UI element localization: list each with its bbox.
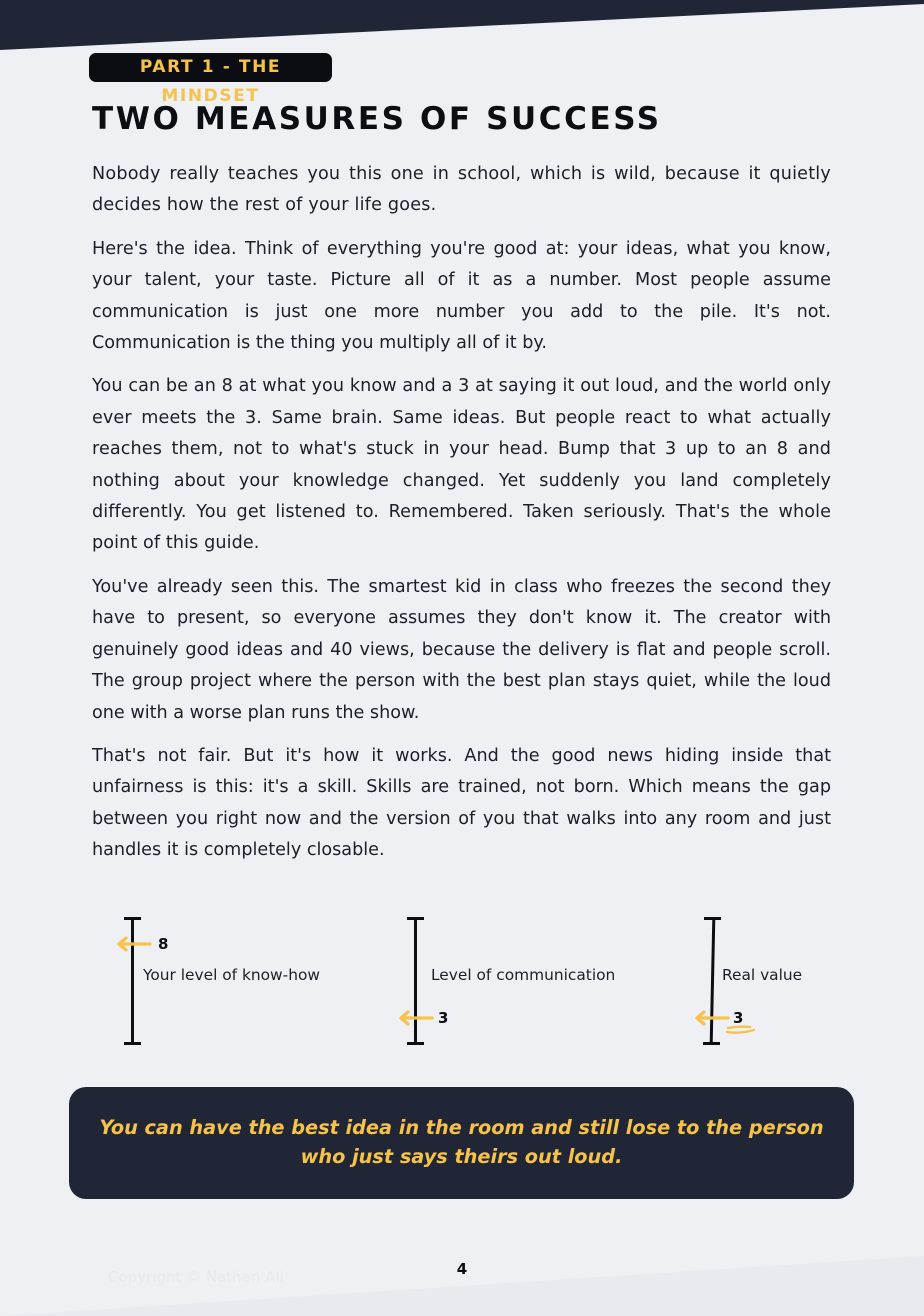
arrow-left-icon — [396, 1010, 434, 1026]
scale-caption: Your level of know-how — [143, 966, 320, 984]
underline-scribble-icon — [724, 1024, 758, 1036]
quote-text — [69, 1114, 854, 1171]
page-number: 4 — [456, 1260, 468, 1278]
scale-value: 8 — [158, 935, 169, 953]
paragraph: Nobody really teaches you this one in school, which is wild, because it quietly decides how the rest of your life goes. — [92, 164, 831, 216]
part-label-badge: PART 1 - THE MINDSET — [89, 53, 332, 82]
body-text — [92, 159, 831, 879]
copyright-watermark: Copyright © Nathan Ali — [108, 1268, 284, 1286]
arrow-left-icon — [114, 936, 152, 952]
paragraph: You've already seen this. The smartest kid in class who freezes the second they have to present, so everyone assumes they don't know it. The creator with genuinely good ideas and 40 views, because the delivery is flat and people scroll. The group project where the person with the best plan stays quiet, while the loud one with a worse plan runs the show. — [92, 576, 831, 723]
scale-caption: Real value — [722, 966, 803, 984]
quote-line: You can have the best idea in the room and still lose to the person — [99, 1116, 824, 1139]
paragraph: Here's the idea. Think of everything you're good at: your ideas, what you know, your talent, your taste. Picture all of it as a number. Most people assume communication is just one more number you add to the pile. It's not. Communication is the thing you multiply all of it by. — [92, 238, 831, 354]
scale-bottom-cap — [703, 1042, 720, 1045]
quote-line: who just says theirs out loud. — [300, 1144, 623, 1168]
top-banner-shape — [0, 0, 924, 60]
scale-value: 3 — [438, 1009, 449, 1027]
quote-callout — [69, 1087, 854, 1199]
scale-caption: Level of communication — [431, 966, 616, 984]
scale-value: 3 — [733, 1009, 744, 1027]
scale-bottom-cap — [124, 1042, 141, 1045]
scale-bottom-cap — [407, 1042, 424, 1045]
paragraph: You can be an 8 at what you know and a 3 at saying it out loud, and the world only ever meets the 3. Same brain. Same ideas. But people react to what actually reaches them, not to what's stuck in your head. Bump that 3 up to an 8 and nothing about your knowledge changed. Yet suddenly you land completely differently. You get listened to. Remembered. Taken seriously. That's the whole point of this guide. — [92, 376, 831, 554]
page-title: TWO MEASURES OF SUCCESS — [92, 101, 662, 137]
paragraph: That's not fair. But it's how it works. And the good news hiding inside that unfairness is this: it's a skill. Skills are trained, not born. Which means the gap between you right now and the version of you that walks into any room and just handles it is completely closable. — [92, 745, 831, 861]
